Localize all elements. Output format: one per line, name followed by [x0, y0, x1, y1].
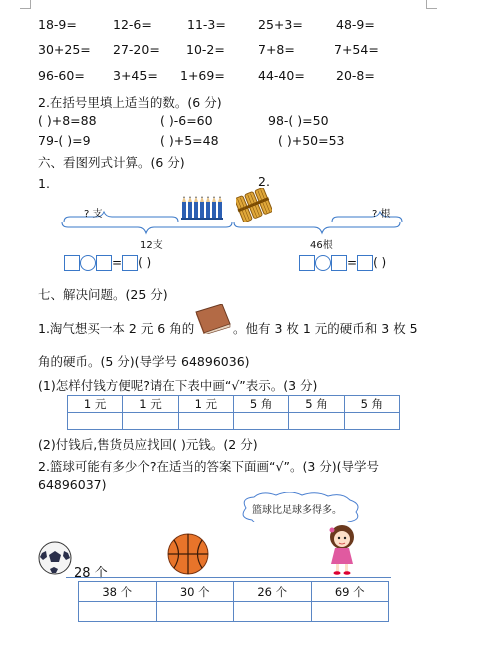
equation-template-2 — [299, 254, 386, 271]
table-row — [68, 396, 400, 413]
table-row — [79, 582, 389, 602]
football-icon — [38, 541, 72, 575]
answer-cell[interactable] — [68, 413, 123, 430]
equation-template-1 — [64, 254, 151, 271]
table-header-cell: 5 角 — [289, 396, 344, 413]
problem-number: 2. — [258, 174, 270, 189]
arith-item: 48-9= — [336, 17, 375, 32]
answer-box[interactable] — [64, 255, 80, 271]
answer-cell[interactable] — [156, 602, 234, 622]
q1-sub2: (2)付钱后,售货员应找回( )元钱。(2 分) — [38, 437, 258, 452]
answer-box[interactable] — [357, 255, 373, 271]
arith-item: 10-2= — [186, 42, 225, 57]
table-header-cell: 5 角 — [344, 396, 399, 413]
operator-circle[interactable] — [315, 255, 331, 271]
q2-item: ( )-6=60 — [160, 113, 213, 128]
arith-item: 20-8= — [336, 68, 375, 83]
page-corner-mark — [426, 0, 437, 9]
arith-item: 18-9= — [38, 17, 77, 32]
arith-item: 1+69= — [180, 68, 225, 83]
brace-diagram — [60, 200, 420, 245]
unit-blank: ( ) — [138, 255, 152, 270]
table-header-cell: 5 角 — [233, 396, 288, 413]
arith-item: 3+45= — [113, 68, 158, 83]
right-total-label: 46根 — [310, 240, 333, 251]
answer-box[interactable] — [96, 255, 112, 271]
arith-item: 25+3= — [258, 17, 303, 32]
q1-line1b: 。他有 3 枚 1 元的硬币和 3 枚 5 — [233, 321, 418, 336]
unit-blank: ( ) — [373, 255, 387, 270]
left-total-label: 12支 — [140, 240, 163, 251]
book-icon — [194, 304, 232, 334]
payment-table — [67, 395, 400, 430]
arith-item: 96-60= — [38, 68, 85, 83]
table-header-cell: 1 元 — [178, 396, 233, 413]
table-row — [68, 413, 400, 430]
q2-item: 98-( )=50 — [268, 113, 329, 128]
answer-cell[interactable] — [79, 602, 157, 622]
answer-box[interactable] — [299, 255, 315, 271]
q1-line1a: 1.淘气想买一本 2 元 6 角的 — [38, 321, 195, 336]
answer-cell[interactable] — [344, 413, 399, 430]
page-corner-mark — [20, 0, 31, 9]
problem-number: 1. — [38, 176, 50, 191]
answer-cell[interactable] — [123, 413, 178, 430]
divider-line — [66, 577, 391, 578]
equals-sign: = — [347, 255, 358, 270]
q1-line2: 角的硬币。(5 分)(导学号 64896036) — [38, 354, 250, 369]
q2-line1: 2.篮球可能有多少个?在适当的答案下面画“√”。(3 分)(导学号 — [38, 459, 380, 474]
q2-line2: 64896037) — [38, 477, 107, 492]
q1-sub1: (1)怎样付钱方便呢?请在下表中画“√”表示。(3 分) — [38, 378, 318, 393]
arith-item: 12-6= — [113, 17, 152, 32]
football-count: 28 个 — [74, 566, 108, 581]
table-header-cell: 30 个 — [156, 582, 234, 602]
q2-title: 2.在括号里填上适当的数。(6 分) — [38, 95, 222, 110]
answer-cell[interactable] — [233, 413, 288, 430]
table-row — [79, 602, 389, 622]
equals-sign: = — [112, 255, 123, 270]
section6-title: 六、看图列式计算。(6 分) — [38, 155, 185, 170]
girl-icon — [326, 524, 358, 576]
q2-item: 79-( )=9 — [38, 133, 91, 148]
answer-box[interactable] — [331, 255, 347, 271]
table-header-cell: 1 元 — [123, 396, 178, 413]
basketball-icon — [167, 533, 209, 575]
q2-item: ( )+5=48 — [160, 133, 219, 148]
arith-item: 7+8= — [258, 42, 295, 57]
table-header-cell: 38 个 — [79, 582, 157, 602]
answer-cell[interactable] — [289, 413, 344, 430]
arith-item: 7+54= — [334, 42, 379, 57]
table-header-cell: 1 元 — [68, 396, 123, 413]
answer-box[interactable] — [122, 255, 138, 271]
section7-title: 七、解决问题。(25 分) — [38, 287, 168, 302]
basketball-table — [78, 581, 389, 622]
q2-item: ( )+8=88 — [38, 113, 97, 128]
table-header-cell: 69 个 — [311, 582, 389, 602]
arith-item: 27-20= — [113, 42, 160, 57]
q2-item: ( )+50=53 — [278, 133, 345, 148]
arith-item: 11-3= — [187, 17, 226, 32]
arith-item: 30+25= — [38, 42, 91, 57]
right-unknown-label: ? 根 — [372, 209, 391, 220]
speech-text: 篮球比足球多得多。 — [252, 505, 342, 516]
operator-circle[interactable] — [80, 255, 96, 271]
arith-item: 44-40= — [258, 68, 305, 83]
answer-cell[interactable] — [178, 413, 233, 430]
left-unknown-label: ? 支 — [84, 209, 103, 220]
answer-cell[interactable] — [234, 602, 312, 622]
answer-cell[interactable] — [311, 602, 389, 622]
table-header-cell: 26 个 — [234, 582, 312, 602]
